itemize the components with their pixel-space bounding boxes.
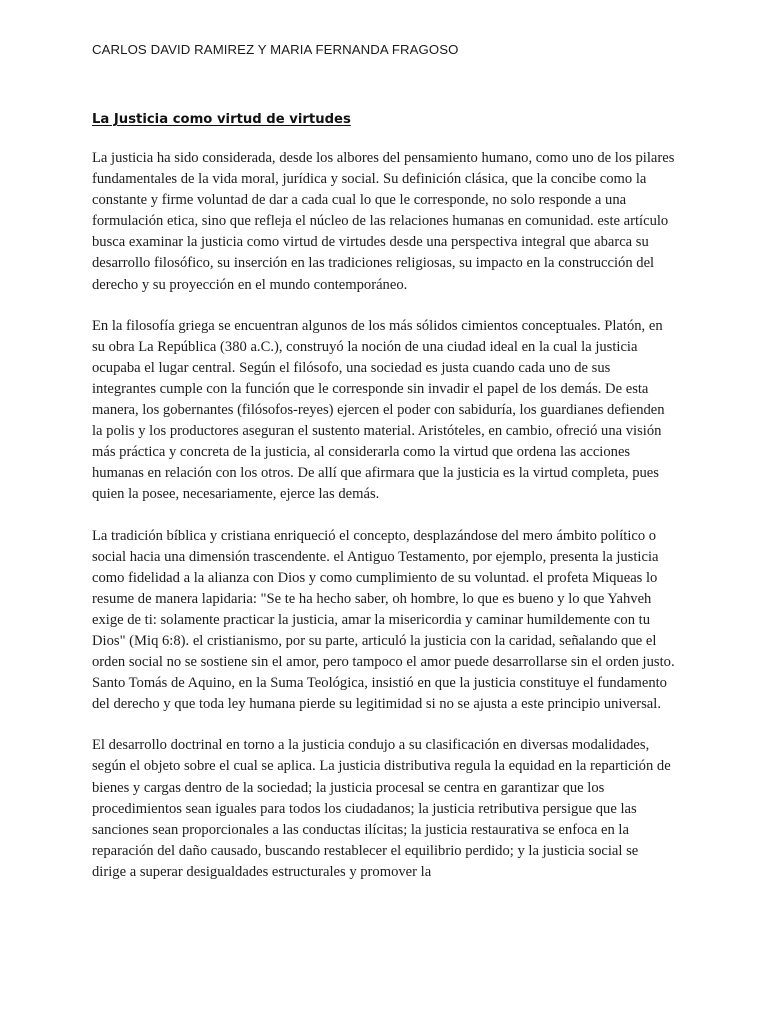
paragraph-2: En la filosofía griega se encuentran algunos de los más sólidos cimientos conceptuales. Platón, en su obra La República (380 a.C.), construyó la noción de una ciudad ideal en la cual la justicia ocupaba el lugar central. Según el filósofo, una sociedad es justa cuando cada uno de sus integrantes cumple con la función que le corresponde sin invadir el papel de los demás. De esta manera, los gobernantes (filósofos-reyes) ejercen el poder con sabiduría, los guardianes defienden la polis y los productores aseguran el sustento material. Aristóteles, en cambio, ofreció una visión más práctica y concreta de la justicia, al considerarla como la virtud que ordena las acciones humanas en relación con los otros. De allí que afirmara que la justicia es la virtud completa, pues quien la posee, necesariamente, ejerce las demás.	[92, 317, 665, 503]
page-header-authors: CARLOS DAVID RAMIREZ Y MARIA FERNANDA FRAGOSO	[92, 42, 459, 57]
paragraph-1: La justicia ha sido considerada, desde los albores del pensamiento humano, como uno de los pilares fundamentales de la vida moral, jurídica y social. Su definición clásica, que la concibe como la constante y firme voluntad de dar a cada cual lo que le corresponde, no solo responde a una formulación etica, sino que refleja el núcleo de las relaciones humanas en comunidad. este artículo busca examinar la justicia como virtud de virtudes desde una perspectiva integral que abarca su desarrollo filosófico, su inserción en las tradiciones religiosas, su impacto en la construcción del derecho y su proyección en el mundo contemporáneo.	[92, 150, 675, 293]
paragraph-3: La tradición bíblica y cristiana enriqueció el concepto, desplazándose del mero ámbito político o social hacia una dimensión trascendente. el Antiguo Testamento, por ejemplo, presenta la justicia como fidelidad a la alianza con Dios y como cumplimiento de su voluntad. el profeta Miqueas lo resume de manera lapidaria: "Se te ha hecho saber, oh hombre, lo que es bueno y lo que Yahveh exige de ti: solamente practicar la justicia, amar la misericordia y caminar humildemente con tu Dios" (Miq 6:8). el cristianismo, por su parte, articuló la justicia con la caridad, señalando que el orden social no se sostiene sin el amor, pero tampoco el amor puede desarrollarse sin el orden justo. Santo Tomás de Aquino, en la Suma Teológica, insistió en que la justicia constituye el fundamento del derecho y que toda ley humana pierde su legitimidad si no se ajusta a este principio universal.	[92, 527, 675, 713]
document-title: La Justicia como virtud de virtudes	[92, 112, 351, 127]
document-body	[92, 148, 675, 903]
paragraph-4: El desarrollo doctrinal en torno a la justicia condujo a su clasificación en diversas modalidades, según el objeto sobre el cual se aplica. La justicia distributiva regula la equidad en la repartición de bienes y cargas dentro de la sociedad; la justicia procesal se centra en garantizar que los procedimientos sean iguales para todos los ciudadanos; la justicia retributiva persigue que las sanciones sean proporcionales a las conductas ilícitas; la justicia restaurativa se enfoca en la reparación del daño causado, buscando restablecer el equilibrio perdido; y la justicia social se dirige a superar desigualdades estructurales y promover la	[92, 737, 671, 880]
